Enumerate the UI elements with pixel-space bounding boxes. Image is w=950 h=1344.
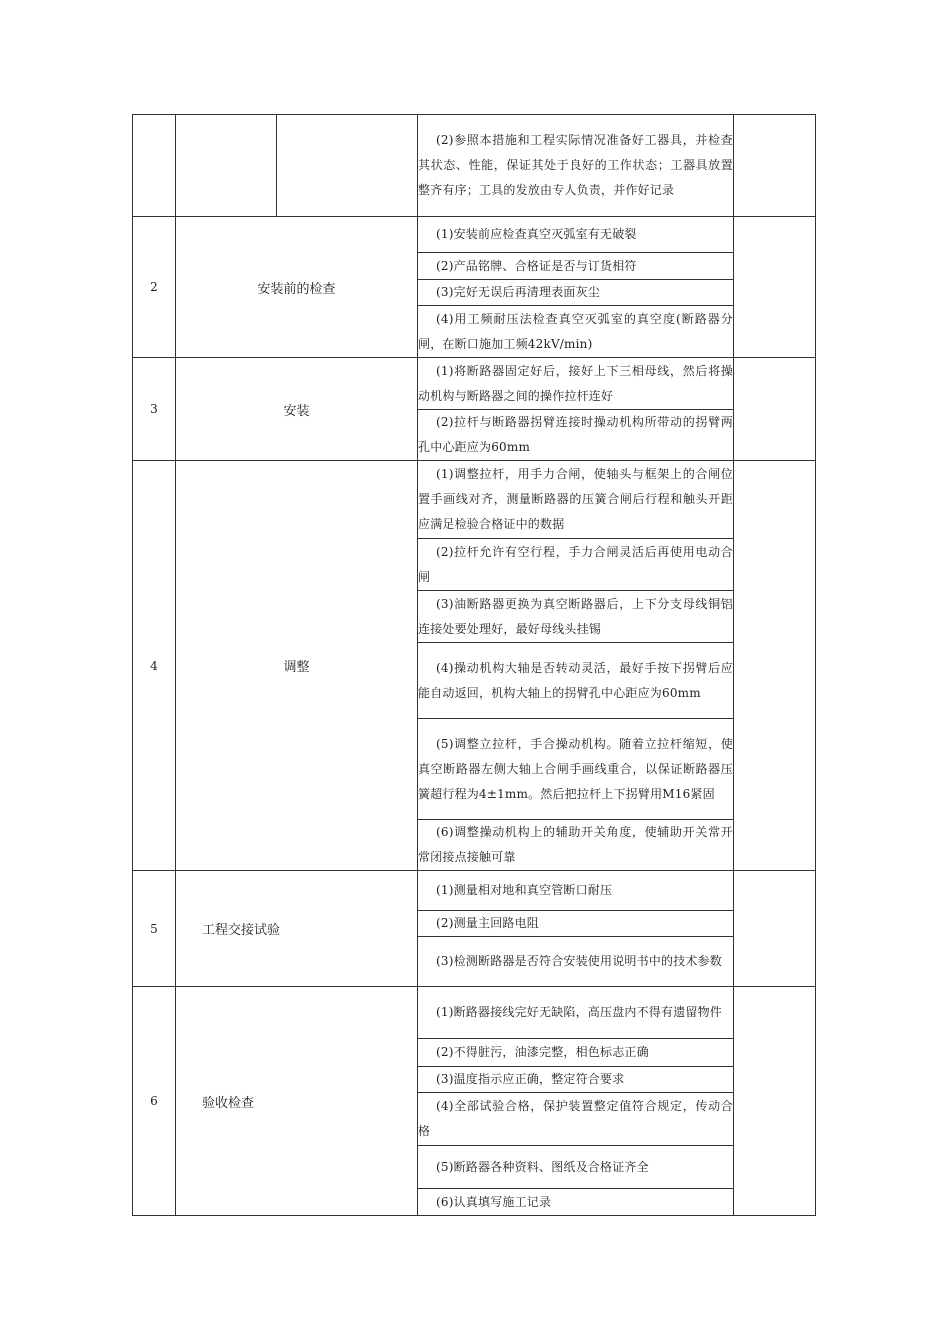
remarks-cell bbox=[734, 987, 816, 1216]
table-row bbox=[133, 115, 816, 217]
step-item: (6)调整操动机构上的辅助开关角度，使辅助开关常开常闭接点接触可靠 bbox=[418, 820, 734, 871]
table-row bbox=[133, 987, 816, 1039]
step-item: (3)完好无误后再清理表面灰尘 bbox=[418, 280, 734, 306]
step-name: 验收检查 bbox=[176, 987, 418, 1216]
step-name: 工程交接试验 bbox=[176, 871, 418, 987]
step-item: (1)调整拉杆，用手力合闸，使轴头与框架上的合闸位置手画线对齐，测量断路器的压簧合闸后行程和触头开距应满足检验合格证中的数据 bbox=[418, 461, 734, 539]
table-row bbox=[133, 871, 816, 911]
step-item: (5)断路器各种资料、图纸及合格证齐全 bbox=[418, 1146, 734, 1189]
remarks-cell bbox=[734, 358, 816, 461]
step-item: (6)认真填写施工记录 bbox=[418, 1189, 734, 1216]
step-item: (4)用工频耐压法检查真空灭弧室的真空度(断路器分闸，在断口施加工频42kV/min) bbox=[418, 306, 734, 358]
step-item: (5)调整立拉杆，手合操动机构。随着立拉杆缩短，使真空断路器左侧大轴上合闸手画线重合，以保证断路器压簧超行程为4±1mm。然后把拉杆上下拐臂用M16紧固 bbox=[418, 719, 734, 820]
step-item: (2)拉杆与断路器拐臂连接时操动机构所带动的拐臂两孔中心距应为60mm bbox=[418, 410, 734, 461]
remarks-cell bbox=[734, 115, 816, 217]
step-item: (2)测量主回路电阻 bbox=[418, 911, 734, 937]
row-number: 2 bbox=[133, 217, 176, 358]
step-name: 安装前的检查 bbox=[176, 217, 418, 358]
name-subcell bbox=[176, 115, 277, 217]
step-item: (1)将断路器固定好后，接好上下三相母线，然后将操动机构与断路器之间的操作拉杆连好 bbox=[418, 358, 734, 410]
row-number: 5 bbox=[133, 871, 176, 987]
step-item: (2)产品铭牌、合格证是否与订货相符 bbox=[418, 253, 734, 280]
step-item: (4)操动机构大轴是否转动灵活，最好手按下拐臂后应能自动返回，机构大轴上的拐臂孔中心距应为60mm bbox=[418, 643, 734, 719]
remarks-cell bbox=[734, 217, 816, 358]
step-item: (1)安装前应检查真空灭弧室有无破裂 bbox=[418, 217, 734, 253]
step-item: (1)断路器接线完好无缺陷，高压盘内不得有遗留物件 bbox=[418, 987, 734, 1039]
table-row bbox=[133, 461, 816, 539]
row-number: 4 bbox=[133, 461, 176, 871]
row-number-cell bbox=[133, 115, 176, 217]
row-number: 6 bbox=[133, 987, 176, 1216]
name-subcell bbox=[277, 115, 418, 217]
table-row bbox=[133, 358, 816, 410]
step-item: (4)全部试验合格，保护装置整定值符合规定，传动合格 bbox=[418, 1093, 734, 1146]
step-name: 调整 bbox=[176, 461, 418, 871]
step-item: (2)参照本措施和工程实际情况准备好工器具，并检查其状态、性能，保证其处于良好的工作状态；工器具放置整齐有序；工具的发放由专人负责，并作好记录 bbox=[418, 115, 734, 217]
remarks-cell bbox=[734, 461, 816, 871]
remarks-cell bbox=[734, 871, 816, 987]
table-row bbox=[133, 217, 816, 253]
step-name: 安装 bbox=[176, 358, 418, 461]
step-item: (3)检测断路器是否符合安装使用说明书中的技术参数 bbox=[418, 937, 734, 987]
row-number: 3 bbox=[133, 358, 176, 461]
step-item: (1)测量相对地和真空管断口耐压 bbox=[418, 871, 734, 911]
step-item: (2)不得脏污，油漆完整，相色标志正确 bbox=[418, 1039, 734, 1067]
step-item: (3)油断路器更换为真空断路器后，上下分支母线铜铝连接处要处理好，最好母线头挂锡 bbox=[418, 591, 734, 643]
procedure-table bbox=[132, 114, 816, 1216]
step-item: (3)温度指示应正确，整定符合要求 bbox=[418, 1067, 734, 1093]
step-item: (2)拉杆允许有空行程，手力合闸灵活后再使用电动合闸 bbox=[418, 539, 734, 591]
